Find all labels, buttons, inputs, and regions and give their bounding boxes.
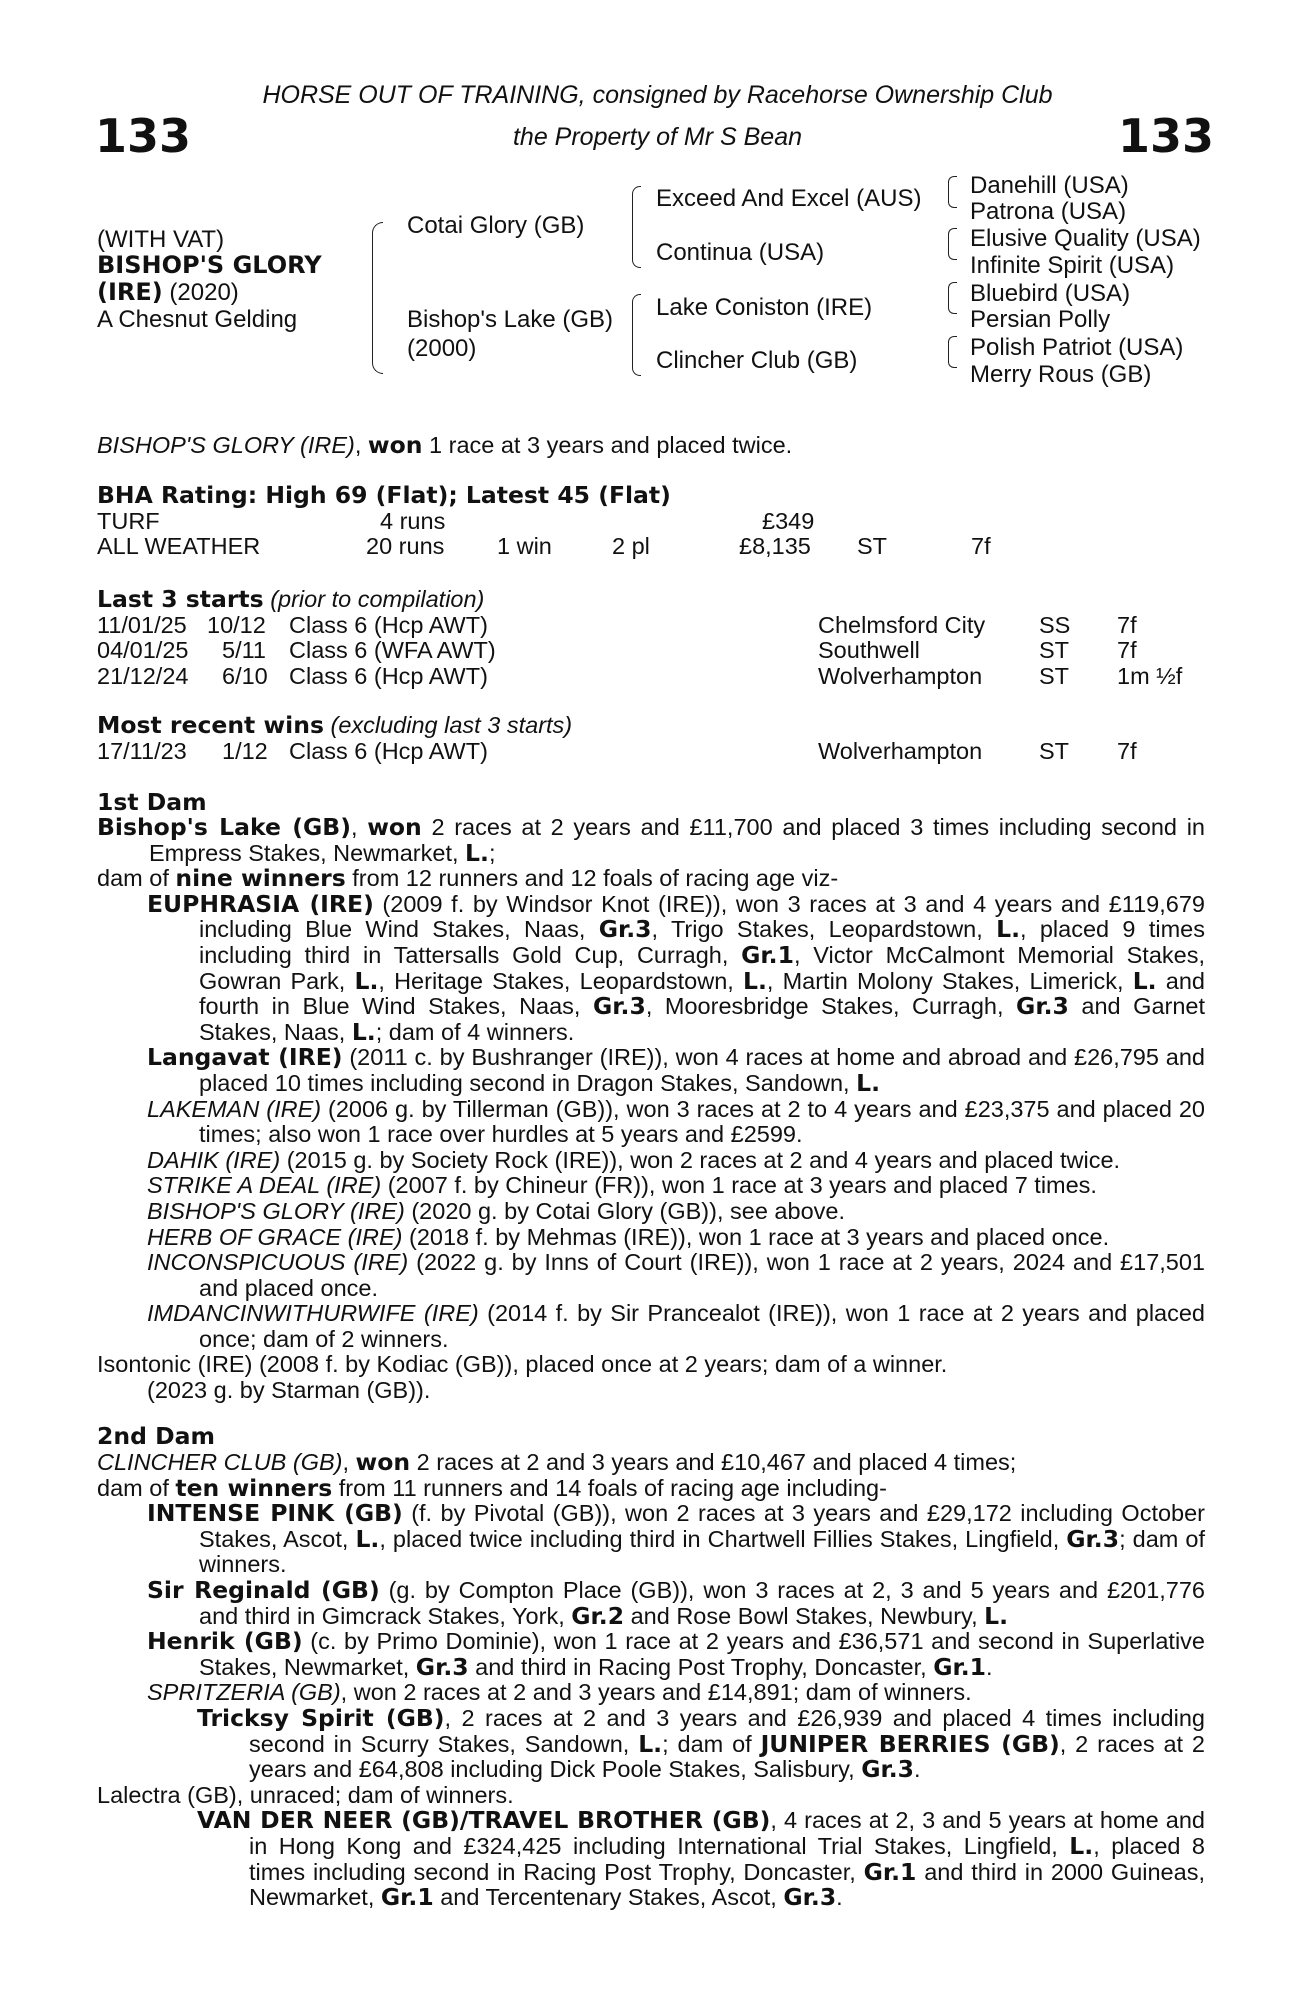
progeny-entry: (2023 g. by Starman (GB)). [147,1377,431,1404]
text: 2 races at 2 years and £11,700 and placed 3 times including second in Empress Stakes, Newmarket, [149,814,1205,866]
last3-title: Last 3 starts [97,585,264,613]
grade-label: Gr.2 [571,1601,625,1630]
sire-sire: Exceed And Excel (AUS) [656,185,922,212]
listed-label: L. [742,966,767,995]
grade-label: Gr.3 [1066,1524,1120,1553]
pedigree-brace-g4 [948,336,957,368]
text: (2022 g. by Inns of Court (IRE)), won 1 race at 2 years, 2024 and £17,501 and placed once. [199,1249,1206,1301]
text: (2009 f. by Windsor Knot (IRE)), won 3 races at 3 and 4 years and £119,679 including Blue Wind Stakes, Naas, [199,890,1205,943]
listed-label: L. [996,915,1021,944]
listed-label: L. [638,1729,663,1758]
progeny-name: LAKEMAN (IRE) [147,1095,322,1122]
listed-label: L. [856,1068,880,1097]
text: dam of [97,1474,176,1501]
recent-wins-heading [97,713,572,738]
progeny-entry [97,889,1206,1046]
dam2-name: CLINCHER CLUB (GB) [97,1449,343,1475]
g3-6: Persian Polly [970,306,1111,333]
rating-heading: BHA Rating: High 69 (Flat); Latest 45 (Flat) [97,481,671,509]
summary-comma: , [354,432,368,458]
progeny-name: INCONSPICUOUS (IRE) [147,1249,409,1276]
progeny-entry [97,1225,1205,1251]
text: 2 races at 2 and 3 years and £10,467 and placed 4 times; [410,1449,1017,1475]
listed-label: L. [984,1601,1009,1630]
g3-4: Infinite Spirit (USA) [970,252,1175,279]
text: (c. by Primo Dominie), won 1 race at 2 years and £36,571 and second in Superlative Stakes, Newmarket, [199,1628,1205,1680]
pedigree-brace-sire [632,186,641,268]
start-going: SS [1039,612,1071,638]
listed-label: L. [351,1017,376,1046]
start-course: Southwell [818,637,920,663]
progeny-entry [97,1173,1205,1199]
sire-dam: Continua (USA) [656,239,825,266]
text: (2011 c. by Bushranger (IRE)), won 4 races at home and abroad and £26,795 and placed 10 times including second in Dragon Stakes, Sandown, [199,1044,1205,1096]
grade-label: Gr.3 [415,1652,469,1681]
lot-number-left: 133 [95,109,192,163]
progeny-name: SPRITZERIA (GB) [147,1679,341,1706]
start-class: Class 6 (Hcp AWT) [289,612,488,638]
start-date: 21/12/24 [97,663,189,689]
text: (g. by Compton Place (GB)), won 3 races at 2, 3 and 5 years and £201,776 and third in Gimcrack Stakes, York, [199,1576,1206,1629]
sire: Cotai Glory (GB) [407,212,585,239]
vat-label: (WITH VAT) [97,226,225,253]
win-distance: 7f [1117,738,1137,764]
text: and fourth in Blue Wind Stakes, Naas, [199,967,1205,1020]
consignment-line: HORSE OUT OF TRAINING, consigned by Racehorse Ownership Club [262,81,1053,109]
progeny-entry [97,1199,1205,1225]
g3-1: Danehill (USA) [970,172,1129,199]
text: dam of [97,865,176,892]
text: , placed 9 times including third in Tattersalls Gold Cup, Curragh, [199,916,1205,968]
text: ; dam of 4 winners. [375,1018,575,1045]
progeny-entry [97,1680,1205,1706]
g3-5: Bluebird (USA) [970,280,1131,307]
text: and third in 2000 Guineas, Newmarket, [249,1858,1205,1911]
text: from 12 runners and 12 foals of racing age viz- [345,865,839,892]
text: , placed twice including third in Chartwell Fillies Stakes, Lingfield, [379,1525,1067,1552]
grade-label: Gr.1 [741,940,794,969]
horse-name-suffix [97,280,239,306]
text: ; dam of winners. [199,1525,1205,1578]
grade-label: Gr.1 [933,1652,987,1681]
text: (2014 f. by Sir Prancealot (IRE)), won 1 race at 2 years and placed once; dam of 2 winners. [199,1300,1206,1352]
progeny-entry [97,1097,1205,1148]
text: (2007 f. by Chineur (FR)), won 1 race at 3 years and placed 7 times. [381,1172,1097,1199]
start-course: Chelmsford City [818,612,986,638]
rating-surface: TURF [97,508,160,534]
start-distance: 7f [1117,637,1137,663]
race-summary [97,433,792,458]
progeny-entry [97,1501,1205,1578]
text: . [914,1756,921,1783]
text: , 2 races at 2 and 3 years and £26,939 and placed 4 times including second in Scurry Stakes, Sandown, [249,1704,1205,1757]
start-class: Class 6 (WFA AWT) [289,637,496,663]
start-position: 6/10 [222,663,268,689]
text: ; [488,839,496,866]
dam-dam: Clincher Club (GB) [656,347,858,374]
dam1-heading: 1st Dam [97,788,207,816]
start-going: ST [1039,663,1070,689]
progeny-name: Henrik (GB) [147,1627,303,1656]
text: , Victor McCalmont Memorial Stakes, Gowran Park, [199,941,1205,994]
progeny-entry [97,1703,1205,1784]
text: , [342,1449,356,1475]
pedigree-brace-g3 [948,282,957,314]
recent-wins-title: Most recent wins [97,711,324,739]
winners-count: nine winners [175,864,346,893]
start-position: 5/11 [222,637,266,663]
property-line: the Property of Mr S Bean [512,123,803,151]
lot-number-right: 133 [1118,109,1215,163]
listed-label: L. [1069,1831,1094,1860]
text: , [350,814,368,840]
grade-label: Gr.3 [593,992,646,1021]
start-position: 10/12 [207,612,266,638]
text: . [836,1884,843,1911]
dam1-name: Bishop's Lake (GB) [97,813,351,841]
summary-won: won [367,431,423,459]
start-going: ST [1039,637,1070,663]
dam1-record [97,815,1205,866]
progeny-entry [97,1629,1205,1680]
text: and third in Racing Post Trophy, Doncaster, [468,1653,934,1680]
horse-country: (IRE) [97,278,163,306]
pedigree-brace-g2 [948,228,957,260]
text: (2020 g. by Cotai Glory (GB)), see above. [404,1197,845,1224]
progeny-name: VAN DER NEER (GB)/TRAVEL BROTHER (GB) [197,1806,771,1835]
winners-count: ten winners [175,1473,333,1502]
last3-heading [97,587,484,612]
horse-name: BISHOP'S GLORY [97,251,322,279]
text: (f. by Pivotal (GB)), won 2 races at 3 years and £29,172 including October Stakes, Ascot, [199,1500,1206,1552]
progeny-entry: Lalectra (GB), unraced; dam of winners. [97,1781,514,1808]
dam2-record [97,1450,1205,1476]
rating-runs: 4 runs [380,508,446,534]
text: (2015 g. by Society Rock (IRE)), won 2 races at 2 and 4 years and placed twice. [280,1146,1121,1173]
dam2-heading: 2nd Dam [97,1422,215,1450]
grade-label: Gr.3 [1016,992,1069,1021]
progeny-name: BISHOP'S GLORY (IRE) [147,1197,405,1224]
grade-label: Gr.3 [783,1883,837,1912]
rating-prize: £349 [762,508,815,534]
summary-text: 1 race at 3 years and placed twice. [422,432,793,458]
progeny-entry [97,1301,1205,1352]
start-date: 11/01/25 [97,612,187,638]
won-label: won [367,813,422,841]
won-label: won [355,1448,411,1476]
win-position: 1/12 [222,738,268,764]
text: and Tercentenary Stakes, Ascot, [433,1884,784,1911]
grade-label: Gr.3 [598,915,652,944]
progeny-name: JUNIPER BERRIES (GB) [760,1729,1060,1758]
rating-distance: 7f [971,533,991,559]
text: , 2 races at 2 years and £64,808 including Dick Poole Stakes, Salisbury, [249,1730,1205,1783]
progeny-entry: Isontonic (IRE) (2008 f. by Kodiac (GB)), placed once at 2 years; dam of a winner. [97,1351,948,1378]
dam1-section [97,815,1205,1404]
g3-7: Polish Patriot (USA) [970,334,1184,361]
win-course: Wolverhampton [818,738,983,764]
g3-8: Merry Rous (GB) [970,361,1152,388]
text: and Garnet Stakes, Naas, [199,993,1206,1045]
rating-wins: 1 win [497,533,552,559]
text: (2018 f. by Mehmas (IRE)), won 1 race at 3 years and placed once. [402,1223,1110,1250]
dam1-produce [97,866,1205,892]
win-date: 17/11/23 [97,738,187,764]
text: , 4 races at 2, 3 and 5 years at home and in Hong Kong and £324,425 including International Trial Stakes, Lingfield, [249,1807,1205,1859]
progeny-entry [97,1148,1205,1174]
grade-label: Gr.3 [861,1755,915,1784]
listed-label: L. [1132,966,1157,995]
pedigree-brace-main [372,222,383,374]
summary-horse: BISHOP'S GLORY (IRE) [97,432,355,458]
pedigree-brace-dam [632,294,641,376]
recent-wins-note: (excluding last 3 starts) [323,712,573,738]
progeny-name: Tricksy Spirit (GB) [197,1703,445,1732]
progeny-name: EUPHRASIA (IRE) [147,889,374,918]
progeny-name: Langavat (IRE) [147,1043,343,1072]
start-class: Class 6 (Hcp AWT) [289,663,488,689]
dam: Bishop's Lake (GB) [407,306,614,333]
dam-year: (2000) [407,335,477,362]
rating-going: ST [857,533,888,559]
win-going: ST [1039,738,1070,764]
pedigree-brace-g1 [948,176,957,208]
rating-prize: £8,135 [739,533,811,559]
g3-3: Elusive Quality (USA) [970,225,1201,252]
horse-description: A Chesnut Gelding [97,306,298,333]
dam2-section [97,1450,1205,1911]
grade-label: Gr.1 [380,1883,434,1912]
text: , Mooresbridge Stakes, Curragh, [645,993,1017,1020]
text: . [986,1653,993,1680]
text: (2006 g. by Tillerman (GB)), won 3 races at 2 to 4 years and £23,375 and placed 20 times; also won 1 race over hurdles at 5 years and £2599. [199,1095,1205,1148]
text: , Heritage Stakes, Leopardstown, [378,967,743,994]
start-distance: 7f [1117,612,1137,638]
dam-sire: Lake Coniston (IRE) [656,294,873,321]
start-date: 04/01/25 [97,637,189,663]
text: and Rose Bowl Stakes, Newbury, [624,1602,985,1629]
listed-label: L. [465,838,489,867]
text: , placed 8 times including second in Racing Post Trophy, Doncaster, [249,1832,1206,1885]
text: from 11 runners and 14 foals of racing age including- [332,1474,887,1501]
progeny-name: DAHIK (IRE) [147,1146,281,1173]
listed-label: L. [355,1524,380,1553]
horse-year: (2020) [162,279,239,306]
rating-places: 2 pl [612,533,650,559]
win-class: Class 6 (Hcp AWT) [289,738,488,764]
progeny-name: INTENSE PINK (GB) [147,1499,403,1528]
dam2-produce [97,1473,1205,1502]
progeny-name: HERB OF GRACE (IRE) [147,1223,403,1250]
progeny-entry [97,1575,1206,1630]
progeny-entry [97,1045,1205,1096]
rating-surface: ALL WEATHER [97,533,261,559]
text: ; dam of [662,1730,761,1757]
g3-2: Patrona (USA) [970,198,1127,225]
progeny-entry [97,1808,1205,1910]
grade-label: Gr.1 [863,1857,917,1886]
progeny-name: STRIKE A DEAL (IRE) [147,1172,382,1199]
rating-runs: 20 runs [366,533,445,559]
start-distance: 1m ½f [1117,663,1183,689]
start-course: Wolverhampton [818,663,983,689]
last3-note: (prior to compilation) [263,586,485,612]
progeny-name: IMDANCINWITHURWIFE (IRE) [147,1300,479,1327]
progeny-entry [97,1250,1205,1301]
text: , won 2 races at 2 and 3 years and £14,891; dam of winners. [340,1679,972,1706]
progeny-name: Sir Reginald (GB) [147,1575,380,1604]
listed-label: L. [354,966,379,995]
text: , Trigo Stakes, Leopardstown, [651,916,997,943]
text: , Martin Molony Stakes, Limerick, [766,967,1133,994]
